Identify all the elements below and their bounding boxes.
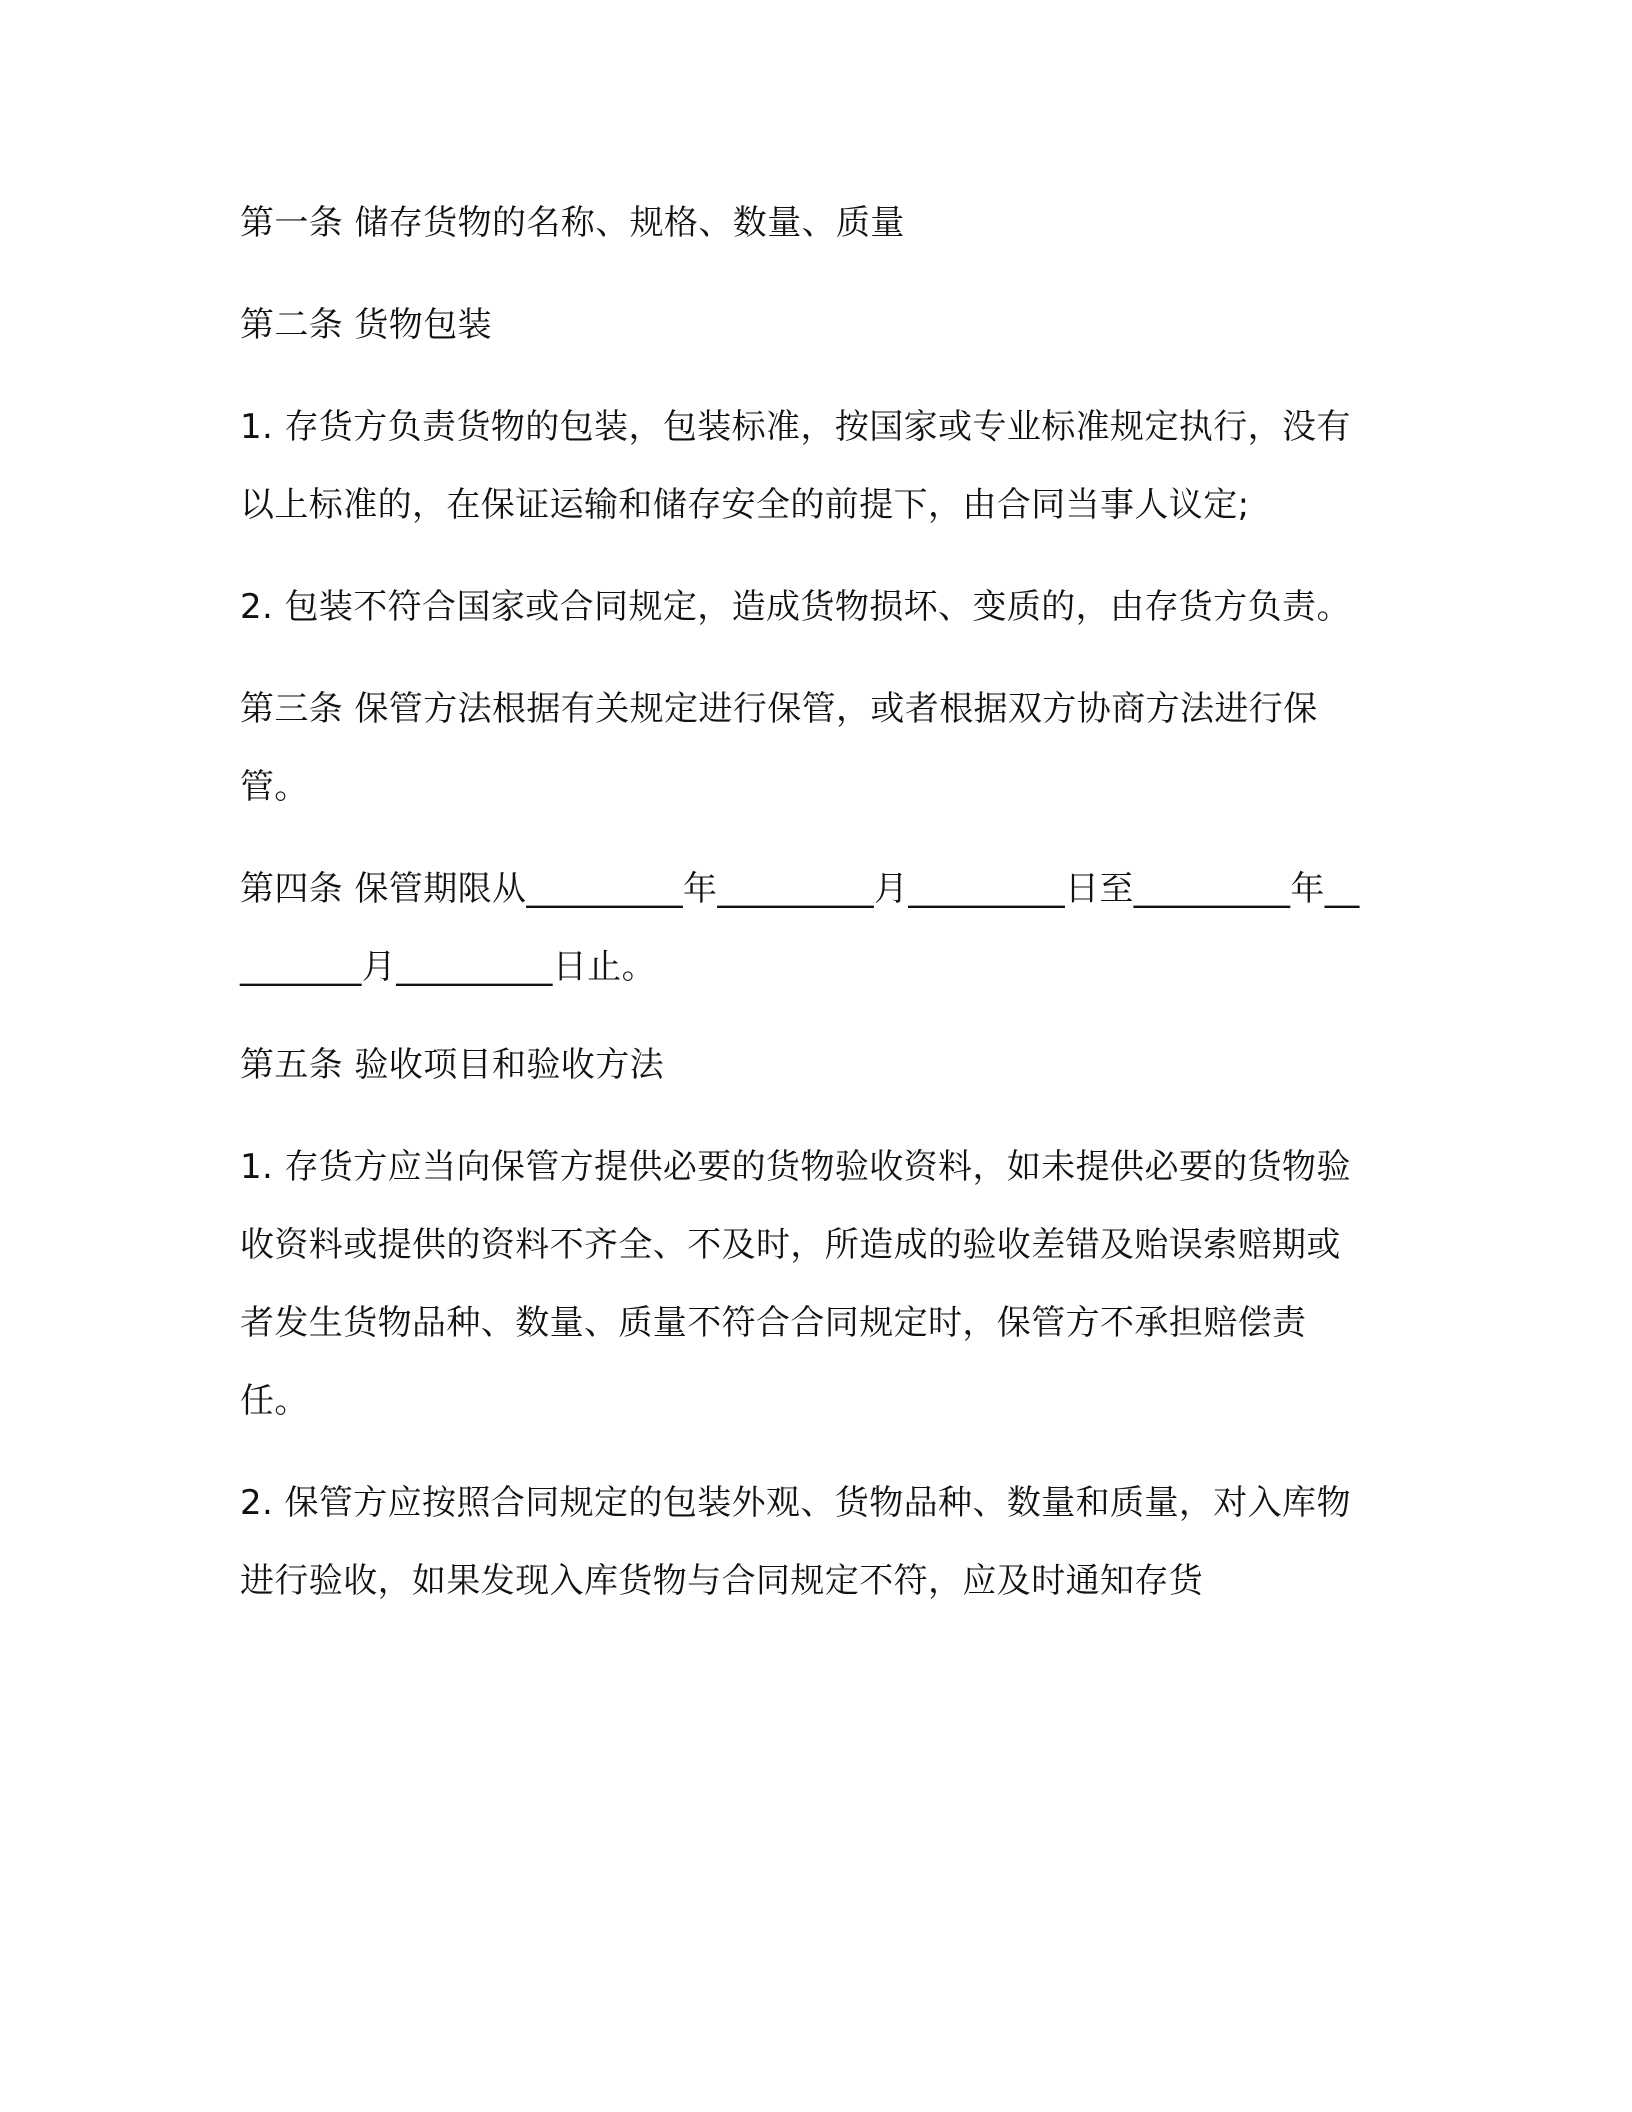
document-body bbox=[240, 184, 1370, 1644]
article-5-heading: 第五条 验收项目和验收方法 bbox=[240, 1045, 665, 1085]
article-5-clause-2: 2. 保管方应按照合同规定的包装外观、货物品种、数量和质量，对入库物进行验收，如果发现入库货物与合同规定不符，应及时通知存货 bbox=[240, 1483, 1351, 1601]
article-4-paragraph: 第四条 保管期限从_________年_________月_________日至_________年_________月_________日止。 bbox=[240, 869, 1360, 987]
article-1-heading: 第一条 储存货物的名称、规格、数量、质量 bbox=[240, 203, 905, 243]
article-5-clause-1: 1. 存货方应当向保管方提供必要的货物验收资料，如未提供必要的货物验收资料或提供的资料不齐全、不及时，所造成的验收差错及贻误索赔期或者发生货物品种、数量、质量不符合合同规定时，保管方不承担赔偿责任。 bbox=[240, 1147, 1351, 1421]
article-3-paragraph: 第三条 保管方法根据有关规定进行保管，或者根据双方协商方法进行保管。 bbox=[240, 689, 1318, 807]
article-2-clause-2: 2. 包装不符合国家或合同规定，造成货物损坏、变质的，由存货方负责。 bbox=[240, 587, 1351, 627]
article-2-heading: 第二条 货物包装 bbox=[240, 305, 493, 345]
article-2-clause-1: 1. 存货方负责货物的包装，包装标准，按国家或专业标准规定执行，没有以上标准的，在保证运输和储存安全的前提下，由合同当事人议定; bbox=[240, 407, 1351, 525]
